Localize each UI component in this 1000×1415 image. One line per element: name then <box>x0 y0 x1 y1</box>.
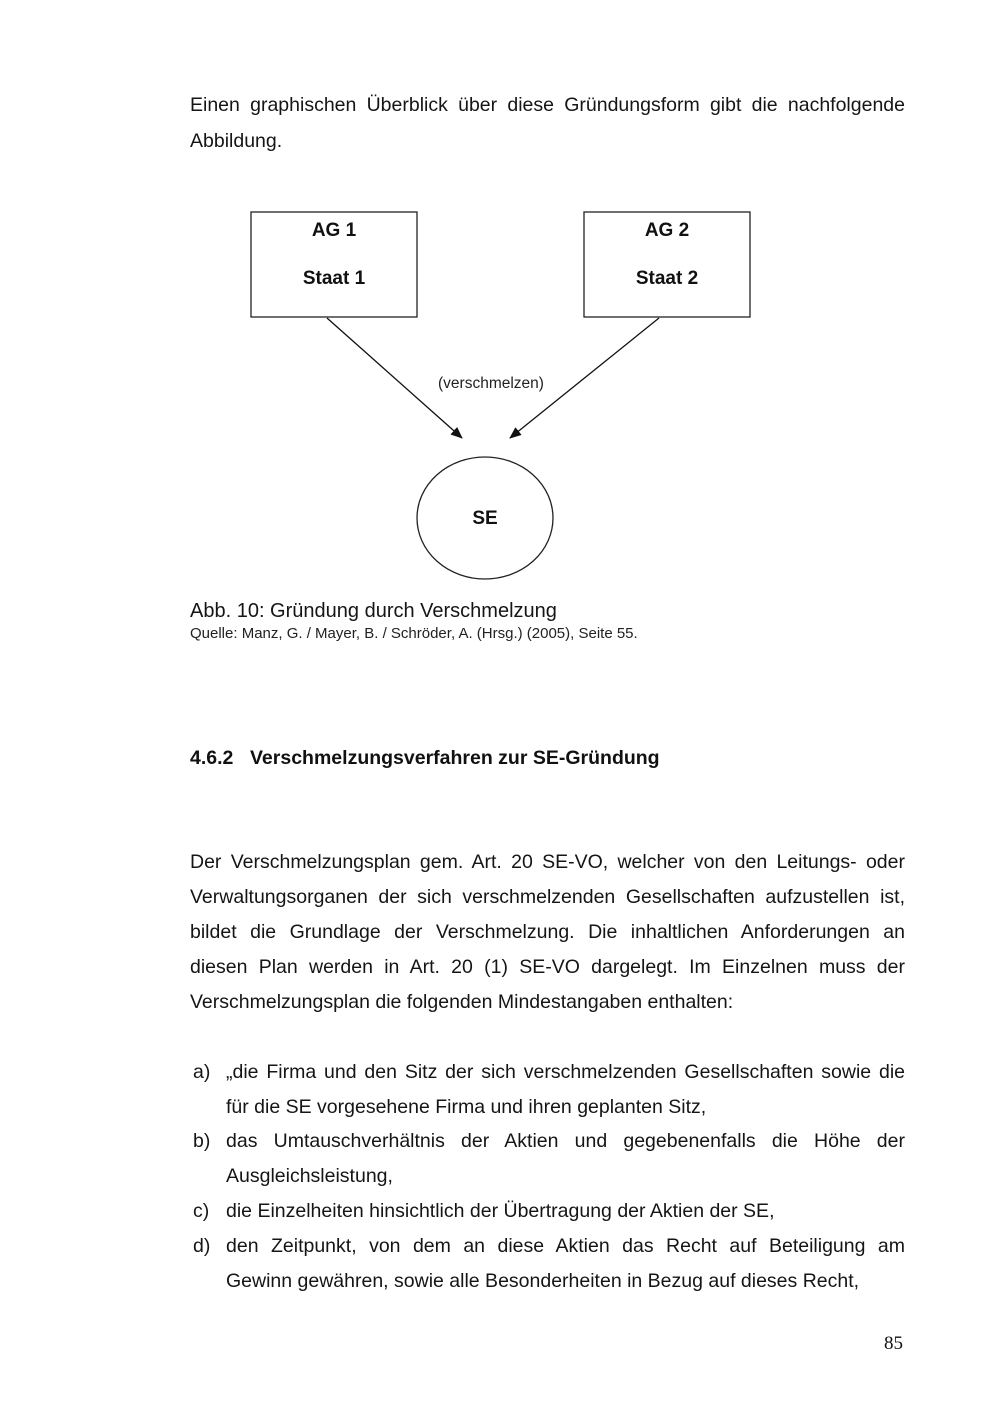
figure-source: Quelle: Manz, G. / Mayer, B. / Schröder, A. (Hrsg.) (2005), Seite 55. <box>190 625 638 642</box>
paragraph-line: bildet die Grundlage der Verschmelzung. Die inhaltlichen Anforderungen an <box>190 921 905 943</box>
company-box-1 <box>251 212 417 317</box>
list-item-line: Gewinn gewähren, sowie alle Besonderheiten in Bezug auf dieses Recht, <box>226 1270 860 1292</box>
list-marker: d) <box>193 1235 211 1257</box>
list-item-line: Ausgleichsleistung, <box>226 1165 393 1187</box>
list-marker: a) <box>193 1061 211 1083</box>
list-marker: b) <box>193 1130 211 1152</box>
list-marker: c) <box>193 1200 210 1222</box>
se-node <box>417 457 553 579</box>
paragraph-line: Der Verschmelzungsplan gem. Art. 20 SE-VO, welcher von den Leitungs- oder <box>190 851 905 873</box>
merger-diagram <box>0 0 1000 600</box>
section-number: 4.6.2 <box>190 747 234 769</box>
section-title: Verschmelzungsverfahren zur SE-Gründung <box>250 747 660 769</box>
section-heading <box>190 747 660 770</box>
paragraph-line: Verschmelzungsplan die folgenden Mindestangaben enthalten: <box>190 991 734 1013</box>
paragraph-line: diesen Plan werden in Art. 20 (1) SE-VO dargelegt. Im Einzelnen muss der <box>190 956 905 978</box>
se-label: SE <box>472 508 498 529</box>
company-box-2-subtitle: Staat 2 <box>635 268 699 289</box>
company-box-1-subtitle: Staat 1 <box>302 268 366 289</box>
page-number: 85 <box>884 1333 903 1354</box>
list-item-line: das Umtauschverhältnis der Aktien und gegebenenfalls die Höhe der <box>226 1130 905 1152</box>
merge-label: (verschmelzen) <box>438 375 544 392</box>
list-item-line: den Zeitpunkt, von dem an diese Aktien das Recht auf Beteiligung am <box>226 1235 905 1257</box>
figure-caption: Abb. 10: Gründung durch Verschmelzung <box>190 600 557 622</box>
company-box-2 <box>584 212 750 317</box>
company-box-1-title: AG 1 <box>311 220 357 241</box>
intro-line-1: Einen graphischen Überblick über diese Gründungsform gibt die nachfolgende <box>190 94 905 116</box>
company-box-2-title: AG 2 <box>644 220 690 241</box>
list-item-line: die Einzelheiten hinsichtlich der Übertragung der Aktien der SE, <box>226 1200 775 1222</box>
intro-line-2: Abbildung. <box>190 130 283 152</box>
list-item-line: „die Firma und den Sitz der sich verschmelzenden Gesellschaften sowie die <box>226 1061 905 1083</box>
list-item-line: für die SE vorgesehene Firma und ihren geplanten Sitz, <box>226 1096 707 1118</box>
paragraph-line: Verwaltungsorganen der sich verschmelzenden Gesellschaften aufzustellen ist, <box>190 886 905 908</box>
